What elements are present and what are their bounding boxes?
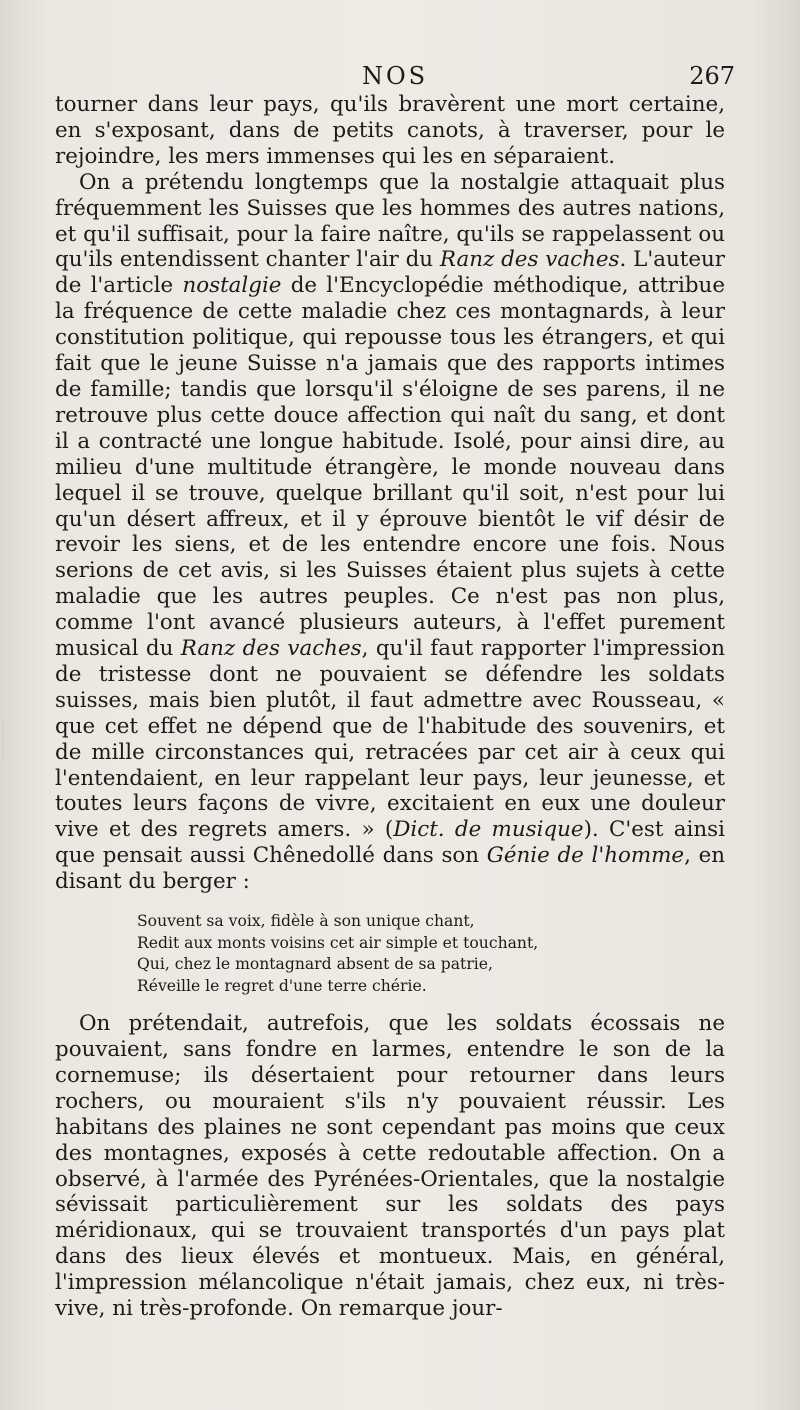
verse-quote [137,911,725,997]
page-header [55,62,735,96]
italic-citation: Dict. de musique [393,817,584,843]
italic-title: Ranz des vaches [439,247,620,273]
page-edge-mark [2,720,15,760]
text-span: . L'auteur de l'article [55,247,725,299]
paragraph-continued: tourner dans leur pays, qu'ils bravèrent une mort certaine, en s'exposant, dans de petits canots, à traverser, pour le rejoindre, les mers immenses qui les en séparaient. [55,92,725,169]
italic-term: nostalgie [182,273,282,299]
verse-line: Souvent sa voix, fidèle à son unique chant, [137,912,475,931]
verse-line: Redit aux monts voisins cet air simple et touchant, [137,933,539,952]
text-span: On a prétendu longtemps que la nostalgie attaquait plus fréquemment les Suisses que les hommes des autres nations, et qu'il suffisait, pour la faire naître, qu'ils se rappelassent ou qu'ils entendissent chanter l'air du [55,169,725,273]
italic-title: Génie de l'homme [486,843,685,869]
text-span: , qu'il faut rapporter l'impression de tristesse dont ne pouvaient se défendre les soldats suisses, mais bien plutôt, il faut admettre avec Rousseau, « que cet effet ne dépend que de l'habitude des souvenirs, et de mille circonstances qui, retracées par cet air à ceux qui l'entendaient, en leur rappelant leur pays, leur jeunesse, et toutes leurs façons de vivre, excitaient en eux une douleur vive et des regrets amers. » ( [55,636,725,843]
italic-title: Ranz des vaches [180,636,362,662]
page-number: 267 [689,62,735,90]
paragraph-nostalgia-suisses [55,170,725,895]
body-text [55,92,725,1322]
verse-line: Réveille le regret d'une terre chérie. [137,976,427,995]
text-span: ). C'est ainsi que pensait aussi Chênedollé dans son [55,817,725,869]
verse-line: Qui, chez le montagnard absent de sa patrie, [137,955,493,974]
paragraph-ecossais: On prétendait, autrefois, que les soldats écossais ne pouvaient, sans fondre en larmes, entendre le son de la cornemuse; ils désertaient pour retourner dans leurs rochers, ou mouraient s'ils n'y pouvaient réussir. Les habitans des plaines ne sont cependant pas moins que ceux des montagnes, exposés à cette redoutable affection. On a observé, à l'armée des Pyrénées-Orientales, que la nostalgie sévissait particulièrement sur les soldats des pays méridionaux, qui se trouvaient transportés d'un pays plat dans des lieux élevés et montueux. Mais, en général, l'impression mélancolique n'était jamais, chez eux, ni très-vive, ni très-profonde. On remarque jour- [55,1011,725,1322]
text-span: , en disant du berger : [55,843,725,895]
text-span: de l'Encyclopédie méthodique, attribue la fréquence de cette maladie chez ces montagnards, à leur constitution politique, qui repousse tous les étrangers, et qui fait que le jeune Suisse n'a jamais que des rapports intimes de famille; tandis que lorsqu'il s'éloigne de ses parens, il ne retrouve plus cette douce affection qui naît du sang, et dont il a contracté une longue habitude. Isolé, pour ainsi dire, au milieu d'une multitude étrangère, le monde nouveau dans lequel il se trouve, quelque brillant qu'il soit, n'est pour lui qu'un désert affreux, et il y éprouve bientôt le vif désir de revoir les siens, et de les entendre encore une fois. Nous serions de cet avis, si les Suisses étaient plus sujets à cette maladie que les autres peuples. Ce n'est pas non plus, comme l'ont avancé plusieurs auteurs, à l'effet purement musical du [55,273,725,662]
running-head: NOS [361,62,429,90]
